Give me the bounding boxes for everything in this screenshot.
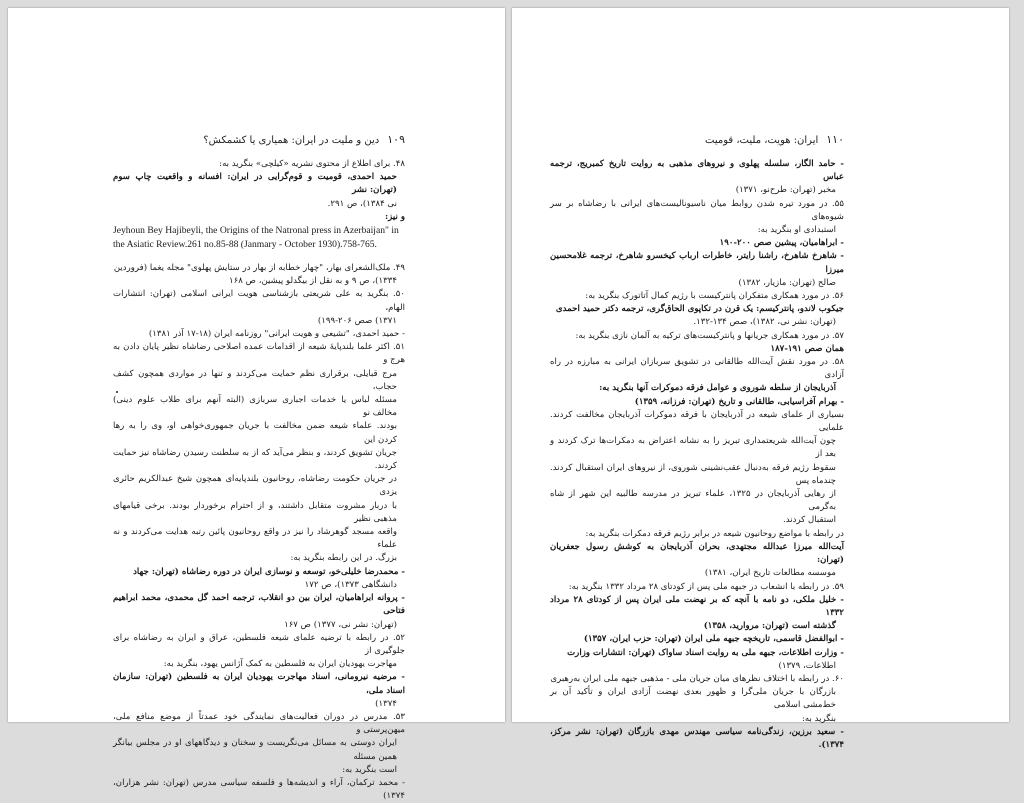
- text-line: موسسه مطالعات تاریخ ایران، ۱۳۸۱): [704, 568, 836, 579]
- text-line: آیت‌الله میرزا عبدالله مجتهدی، بحران آذربایجان به کوشش رسول جعفریان (تهران:: [550, 541, 844, 566]
- text-line: - ابراهامیان، پیشین صص ۲۰۰-۱۹۰: [719, 238, 844, 249]
- text-line: بزرگ. در این رابطه بنگرید به:: [290, 553, 397, 564]
- text-line: ۵۳. مدرس در دوران فعالیت‌های نمایندگی خود عمدتاً از موضع منافع ملی، میهن‌پرستی و: [113, 711, 405, 736]
- text-line: - سعید برزین، زندگی‌نامه سیاسی مهندس مهدی بازرگان (تهران: نشر مرکز، ۱۳۷۴).: [550, 726, 844, 750]
- text-line: استقبال کردند.: [782, 515, 836, 526]
- text-line: ۱۳۷۱) صص ۲۰۶-۱۹۹): [317, 315, 397, 326]
- text-line: مرج قبایلی، برقراری نظم حمایت می‌کردند و تنها در مواردی همچون کشف حجاب،: [113, 368, 397, 392]
- right-page-body: [550, 158, 844, 752]
- text-line: - شاهرخ شاهرخ، راشنا رایتر، خاطرات ارباب کیخسرو شاهرخ، ترجمه غلامحسین میرزا: [550, 251, 844, 275]
- text-line: ۵۷. در مورد همکاری جریانها و پانترکیست‌های ترکیه به آلمان نازی بنگرید به:: [575, 330, 844, 341]
- text-line: مخبر (تهران: طرح‌نو، ۱۳۷۱): [735, 185, 836, 196]
- text-line: سقوط رژیم فرقه به‌دنبال عقب‌نشینی شوروی، از نیروهای ایران استقبال کردند. چندماه پس: [550, 462, 836, 486]
- text-line: استبدادی او بنگرید به:: [757, 225, 836, 236]
- text-line: (تهران: نشر نی، ۱۳۸۲)، صص ۱۳۴-۱۳۲.: [693, 317, 836, 328]
- text-line: - ابوالفضل قاسمی، تاریخچه جبهه ملی ایران (تهران: حزب ایران، ۱۳۵۷): [583, 634, 844, 645]
- text-line: ۵۹. در رابطه با انشعاب در جبهه ملی پس از کودتای ۲۸ مرداد ۱۳۳۲ بنگرید به:: [568, 581, 844, 592]
- text-line: the Asiatic Review.261 no.85-88 (Janmary - October 1930).758-765.: [113, 239, 377, 251]
- text-line: (تهران: نشر نی، ۱۳۷۷) ص ۱۶۷: [284, 619, 397, 630]
- text-line: ۴۸. برای اطلاع از محتوی نشریه «کیلچی» بنگرید به:: [219, 159, 405, 169]
- text-line: ۶۰. در رابطه با اختلاف نظرهای میان جریان ملی - مذهبی جبهه ملی ایران به‌رهبری: [550, 673, 844, 684]
- text-line: - محمد ترکمان، آراء و اندیشه‌ها و فلسفه سیاسی مدرس (تهران: نشر هزاران، ۱۳۷۴): [113, 777, 405, 802]
- text-line: آذربایجان از سلطه شوروی و عوامل فرقه دموکرات آنها بنگرید به:: [599, 383, 836, 394]
- text-line: - خلیل ملکی، دو نامه با آنچه که بر نهضت ملی ایران پس از کودتای ۲۸ مرداد ۱۳۳۲: [550, 594, 844, 618]
- right-running-head: ایران: هویت، ملیت، قومیت: [705, 135, 819, 146]
- left-page-body: [113, 158, 405, 803]
- left-running-head: دین و ملیت در ایران: همیاری یا کشمکش؟: [203, 135, 380, 146]
- text-line: نی ۱۳۸۴)، ص ۲۹۱.: [327, 198, 397, 209]
- text-line: دانشگاهی ۱۳۷۳)، ص ۱۷۲: [304, 579, 397, 590]
- text-line: Jeyhoun Bey Hajibeyli, the Origins of the Natronal press in Azerbaijan" in: [113, 225, 399, 237]
- paragraph-gap: [113, 252, 405, 262]
- text-line: - بهرام آفراسیابی، طالقانی و تاریخ (تهران: فرزانه، ۱۳۵۹): [634, 396, 844, 407]
- text-line: ۱۳۷۴): [375, 698, 397, 709]
- text-line: ۵۱. اکثر علما بلندپایهٔ شیعه از اقدامات عمده اصلاحی رضاشاه نظیر پایان دادن به هرج و: [113, 342, 405, 366]
- text-line: بودند. علماء شیعه ضمن مخالفت با جریان جمهوری‌خواهی او، وی را به رها کردن این: [113, 421, 397, 445]
- text-line: - مرضیه نیرومانی، اسناد مهاجرت یهودیان ایران به فلسطین (تهران: سازمان اسناد ملی،: [113, 672, 405, 696]
- text-line: ایران دوستی به مسائل می‌نگریست و سخنان و دیدگاههای او در مجلس بیانگر همین مسئله: [113, 738, 397, 762]
- text-line: حمید احمدی، قومیت و قوم‌گرایی در ایران: افسانه و واقعیت چاپ سوم (تهران: نشر: [113, 172, 397, 196]
- right-page-header: [550, 133, 844, 146]
- text-line: مهاجرت یهودیان ایران به فلسطین به کمک آژانس یهود، بنگرید به:: [163, 659, 397, 670]
- text-line: ۵۰. بنگرید به علی شریعتی بازشناسی هویت ایرانی اسلامی (تهران: انتشارات الهام،: [113, 289, 405, 313]
- text-line: ۵۸. در مورد نقش آیت‌الله طالقانی در تشویق سربازان ایرانی به مبارزه در راه آزادی: [550, 357, 844, 381]
- text-line: در جریان حکومت رضاشاه، روحانیون بلندپایه‌ای همچون شیخ عبدالکریم حائری یزدی: [113, 474, 397, 498]
- text-line: در رابطه با مواضع روحانیون شیعه در برابر رژیم فرقه دمکرات بنگرید به:: [585, 528, 844, 539]
- text-line: بنگرید به:: [801, 713, 836, 724]
- text-line: ۵۲. در رابطه با ترضیه علمای شیعه فلسطین، عراق و ایران به رضاشاه برای جلوگیری از: [113, 632, 405, 656]
- text-line: ۱۳۳۴)، ص ۹ و به نقل از بیگدلو پیشین، ص ۱۶۸: [229, 276, 397, 287]
- right-page-number: ۱۱۰: [826, 133, 844, 146]
- text-line: بسیاری از علمای شیعه در آذربایجان با فرقه دموکرات آذربایجان مخالفت کردند. علمایی: [550, 409, 844, 434]
- text-line: است بنگرید به:: [342, 764, 397, 775]
- text-line: جیکوب لاندو، پانترکیسم: یک قرن در تکاپوی الحاق‌گری، ترجمه دکتر حمید احمدی: [555, 304, 844, 315]
- text-line: ۴۹. ملک‌الشعرای بهار، "چهار خطابه از بهار در ستایش پهلوی" مجله یغما (فروردین: [113, 263, 405, 274]
- text-line: - پروانه ابراهامیان، ایران بین دو انقلاب، ترجمه احمد گل محمدی، محمد ابراهیم فتاحی: [113, 593, 405, 617]
- text-line: - محمدرضا خلیلی‌خو، توسعه و نوسازی ایران در دوره رضاشاه (تهران: جهاد: [133, 566, 405, 577]
- right-page: [512, 8, 1009, 750]
- text-line: واقعه مسجد گوهرشاد را نیز در واقع روحانیون پائین رتبه هدایت می‌کردند و نه علماء: [113, 527, 397, 551]
- left-page-header: [113, 133, 405, 146]
- text-line: با دربار مشروت متقابل داشتند، و از احترام برخوردار بودند. برخی قیامهای مذهبی نظیر: [113, 500, 397, 524]
- text-line: صالح (تهران: مازیار، ۱۳۸۲): [738, 277, 836, 288]
- text-line: - حامد الگار، سلسله پهلوی و نیروهای مذهبی به روایت تاریخ کمبریج، ترجمه عباس: [550, 159, 844, 183]
- text-line: ۵۵. در مورد تیره شدن روابط میان ناسیونالیست‌های ایرانی با رضاشاه بر سر شیوه‌های: [550, 198, 844, 222]
- text-line: - حمید احمدی، "تشیعی و هویت ایرانی" روزنامه ایران (۱۸-۱۷ آذر ۱۳۸۱): [148, 329, 405, 340]
- text-line: و نیز:: [384, 211, 405, 222]
- text-line: ۵۶. در مورد همکاری متفکران پانترکیست با رژیم کمال آتاتورک بنگرید به:: [585, 291, 844, 302]
- text-line: چون آیت‌الله شریعتمداری تبریز را به نشانه اعتراض به دمکرات‌ها ترک کردند و بعد از: [550, 436, 836, 460]
- text-line: جریان تشویق کردند، و بنظر می‌آید که از به سلطنت رسیدن رضاشاه نیز حمایت کردند.: [113, 447, 397, 472]
- text-line: - وزارت اطلاعات، جبهه ملی به روایت اسناد ساواک (تهران: انتشارات وزارت: [567, 647, 844, 658]
- text-line: گذشته است (تهران: مروارید، ۱۳۵۸): [703, 621, 836, 632]
- text-line: از رهایی آذربایجان در ۱۳۲۵، علماء تبریز در مدرسه طالبیه این شهر از شاه به‌گرمی: [550, 489, 836, 513]
- left-page: [8, 8, 505, 802]
- left-page-number: ۱۰۹: [387, 133, 405, 146]
- text-line: اطلاعات، ۱۳۷۹): [778, 660, 836, 671]
- text-line: بازرگان با جریان ملی‌گرا و ظهور بعدی نهضت آزادی ایران و تأکید آن بر خط‌مشی اسلامی: [550, 687, 836, 711]
- text-line: همان صص ۱۹۱-۱۸۷: [770, 343, 844, 354]
- text-line: مسئله لباس یا خدمات اجباری سربازی (البته آنهم برای طلاب علوم دینی) مخالف نو: [113, 395, 397, 419]
